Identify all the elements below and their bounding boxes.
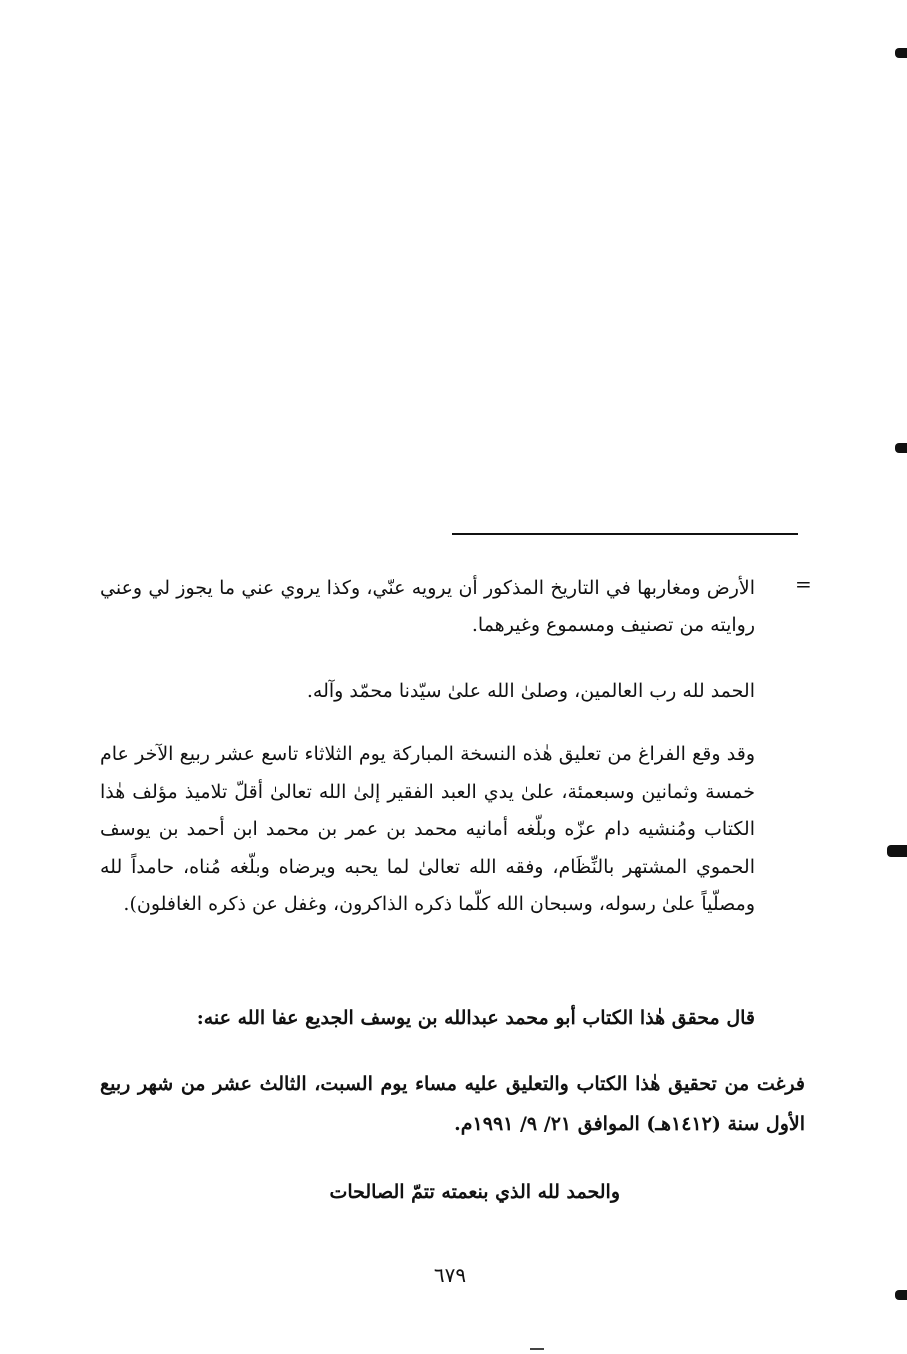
colophon-paragraph: وقد وقع الفراغ من تعليق هٰذه النسخة المباركة يوم الثلاثاء تاسع عشر ربيع الآخر عام خمسة وثمانين وسبعمئة، علىٰ يدي العبد الفقير إلىٰ الله تعالىٰ أقلّ تلاميذ مؤلف هٰذا الكتاب ومُنشيه دام عزّه وبلّغه أمانيه محمد بن عمر بن محمد ابن أحمد بن يوسف الحموي المشتهر بالنِّظَام، وفقه الله تعالىٰ لما يحبه ويرضاه وبلّغه مُناه، حامداً لله ومصلّياً علىٰ رسوله، وسبحان الله كلّما ذكره الذاكرون، وغفل عن ذكره الغافلون). — [100, 743, 755, 915]
footnote-continuation-marker: = — [795, 572, 812, 596]
footnote-text: الأرض ومغاربها في التاريخ المذكور أن يرويه عنّي، وكذا يروي عني ما يجوز لي وعني روايته من تصنيف ومسموع وغيرهما. — [100, 577, 755, 636]
page-number: ٦٧٩ — [433, 1263, 467, 1287]
scan-smudge — [530, 1348, 544, 1350]
footnote-separator — [452, 533, 798, 535]
edge-mark — [895, 443, 907, 453]
edge-mark — [895, 48, 907, 58]
editor-statement-heading: قال محقق هٰذا الكتاب أبو محمد عبدالله بن يوسف الجديع عفا الله عنه: — [196, 1007, 755, 1029]
edge-mark — [895, 1290, 907, 1300]
edge-mark — [887, 845, 907, 857]
praise-paragraph: الحمد لله رب العالمين، وصلىٰ الله علىٰ سيّدنا محمّد وآله. — [306, 680, 755, 702]
closing-line: والحمد لله الذي بنعمته تتمّ الصالحات — [329, 1181, 620, 1203]
editor-completion-paragraph: فرغت من تحقيق هٰذا الكتاب والتعليق عليه مساء يوم السبت، الثالث عشر من شهر ربيع الأول سنة (١٤١٢هـ) الموافق ٢١/ ٩/ ١٩٩١م. — [100, 1073, 805, 1135]
